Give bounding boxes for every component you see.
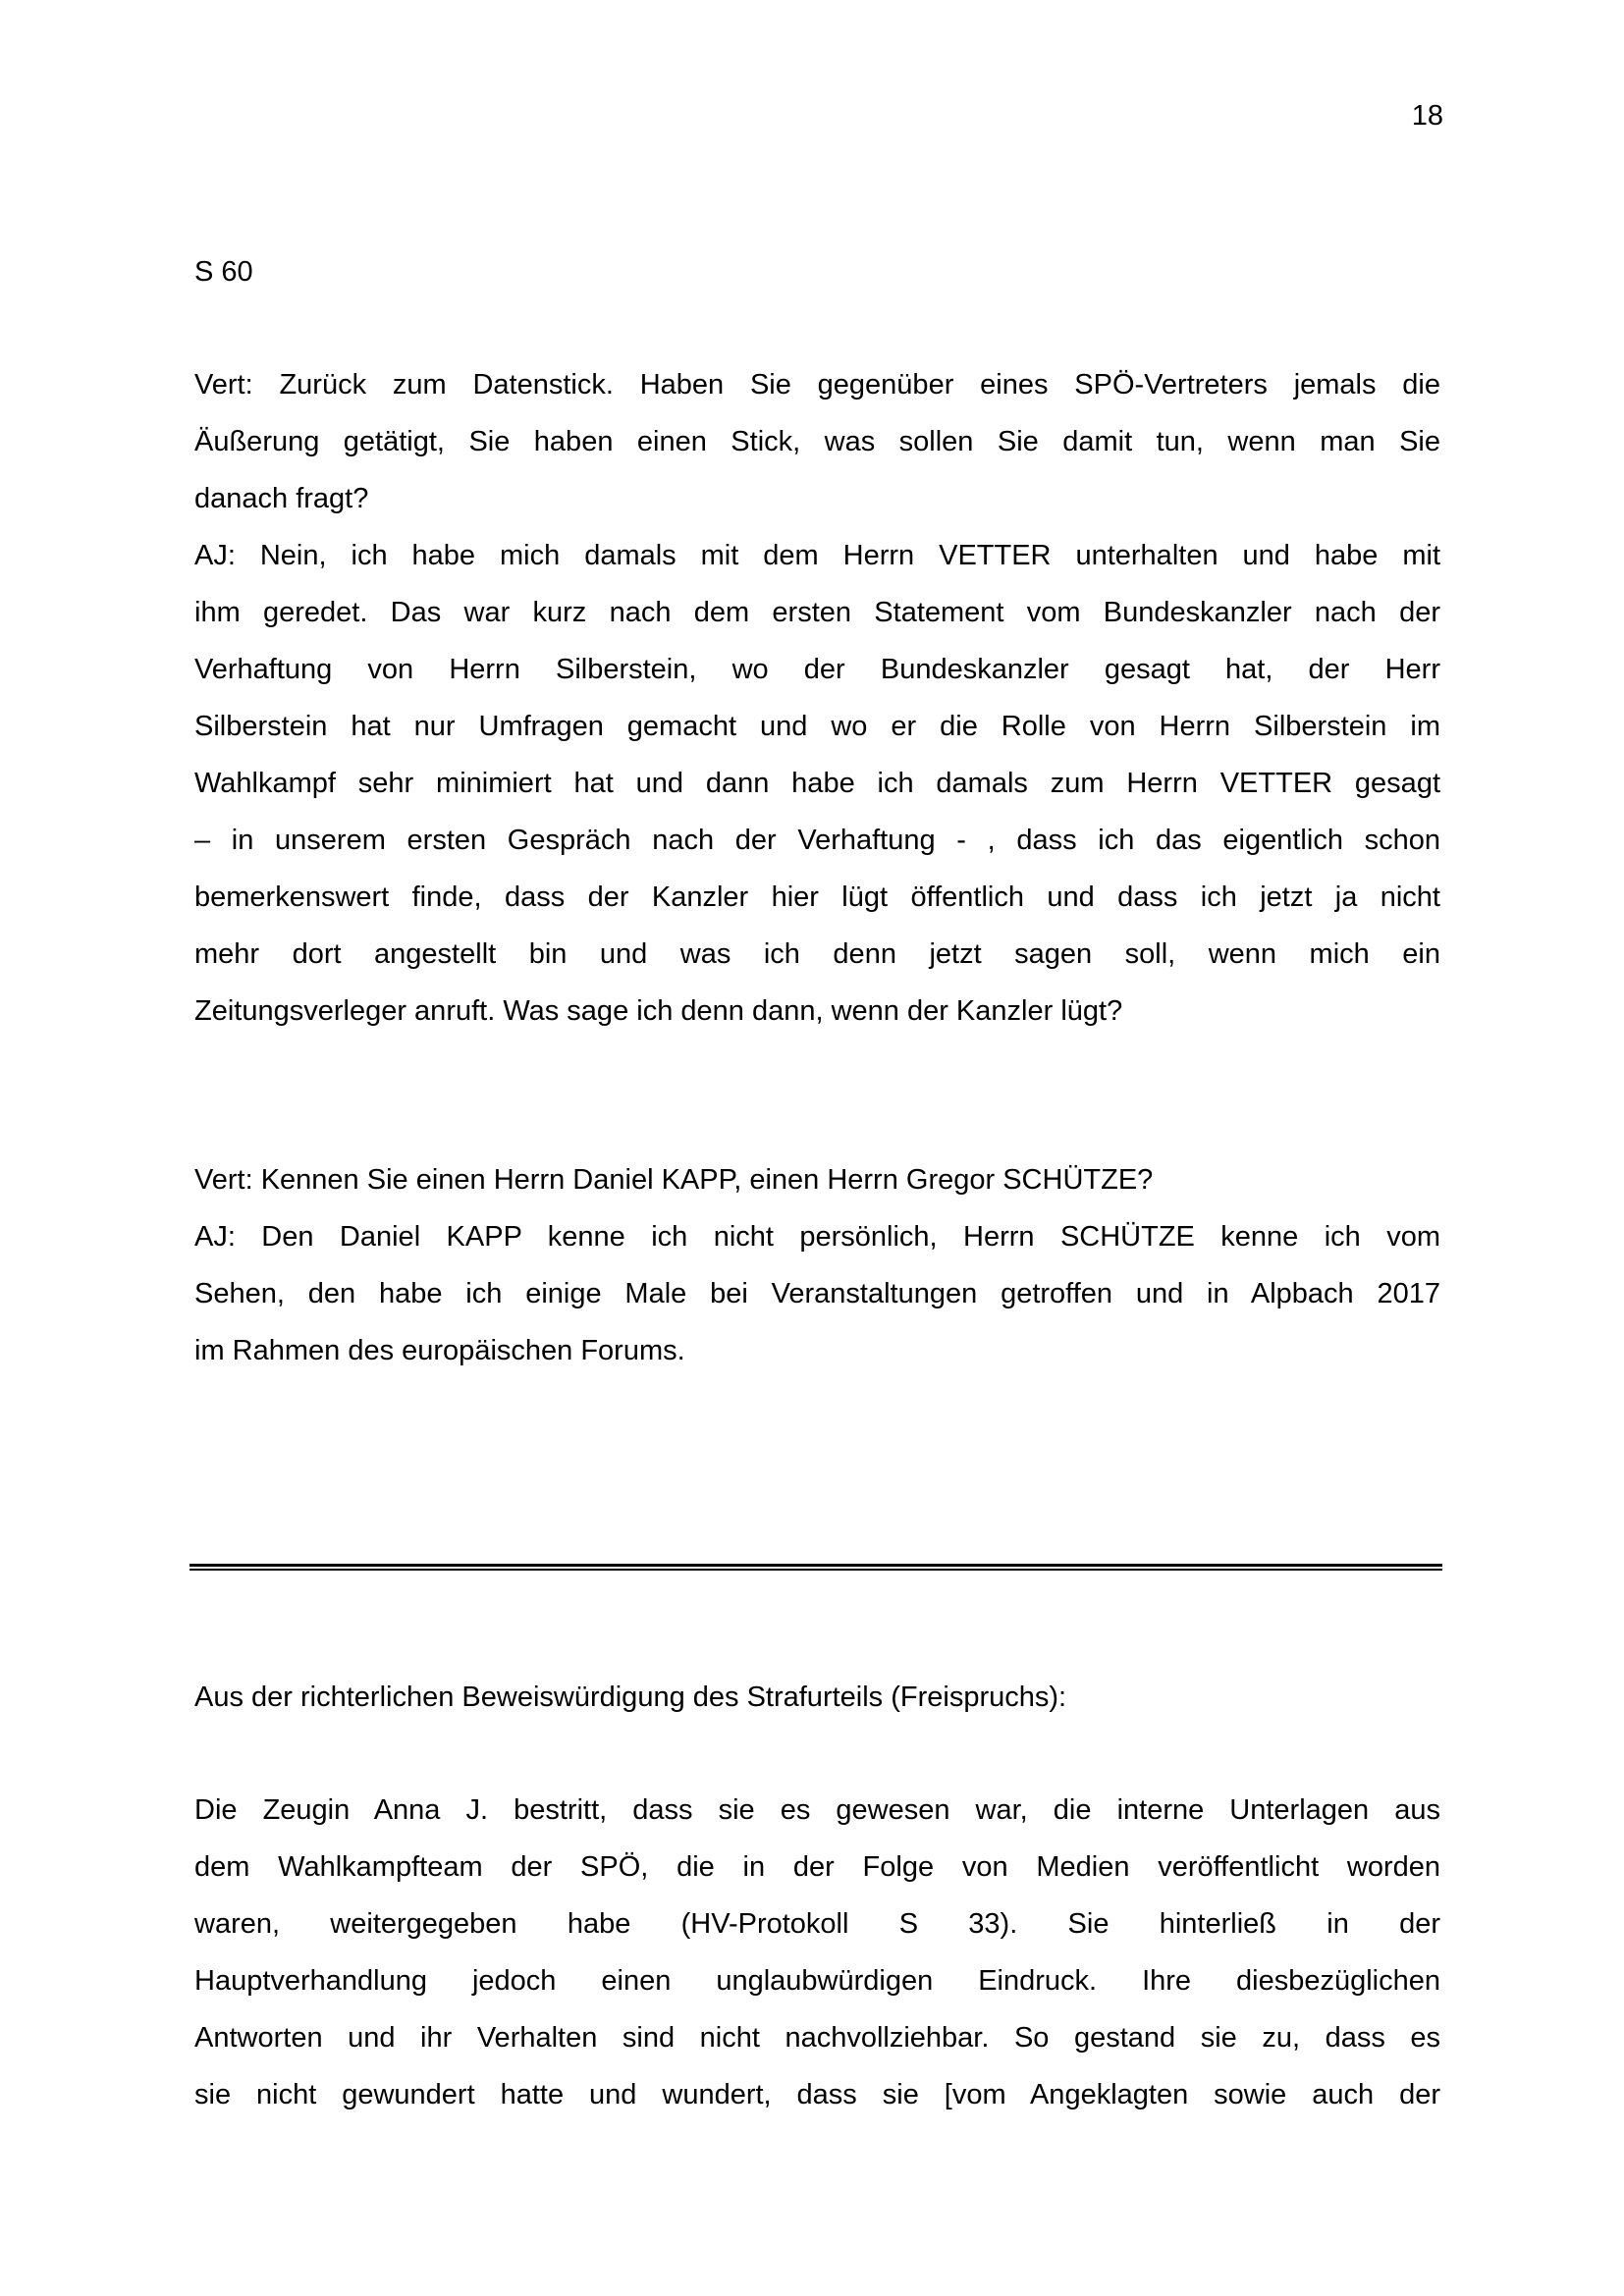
section-label [194,243,1440,300]
transcript-block-1 [194,356,1440,1040]
divider-line-bottom [189,1569,1442,1571]
text-line: waren, weitergegeben habe (HV-Protokoll S 33). Sie hinterließ in der [194,1908,1440,1940]
text-line: AJ: Nein, ich habe mich damals mit dem Herrn VETTER unterhalten und habe mit [194,540,1440,571]
text-line: Hauptverhandlung jedoch einen unglaubwürdigen Eindruck. Ihre diesbezüglichen [194,1965,1440,1997]
text-line: bemerkenswert finde, dass der Kanzler hier lügt öffentlich und dass ich jetzt ja nicht [194,881,1440,913]
text-line: Antworten und ihr Verhalten sind nicht nachvollziehbar. So gestand sie zu, dass es [194,2022,1440,2054]
text-line: Vert: Kennen Sie einen Herrn Daniel KAPP, einen Herrn Gregor SCHÜTZE? [194,1164,1154,1196]
text-line: Sehen, den habe ich einige Male bei Veranstaltungen getroffen und in Alpbach 2017 [194,1278,1440,1309]
text-line: Die Zeugin Anna J. bestritt, dass sie es gewesen war, die interne Unterlagen aus [194,1794,1440,1826]
text-line: ihm geredet. Das war kurz nach dem ersten Statement vom Bundeskanzler nach der [194,597,1440,628]
transcript-block-2 [194,1151,1440,1379]
text-line: Zeitungsverleger anruft. Was sage ich denn dann, wenn der Kanzler lügt? [194,995,1123,1027]
text-line: AJ: Den Daniel KAPP kenne ich nicht persönlich, Herrn SCHÜTZE kenne ich vom [194,1221,1440,1253]
text-line: – in unserem ersten Gespräch nach der Verhaftung - , dass ich das eigentlich schon [194,825,1440,856]
judgment-text-block [194,1782,1440,2123]
text-line: dem Wahlkampfteam der SPÖ, die in der Folge von Medien veröffentlicht worden [194,1851,1440,1883]
divider-line-top [189,1564,1442,1567]
judgment-heading [194,1669,1440,1726]
text-line: Silberstein hat nur Umfragen gemacht und wo er die Rolle von Herrn Silberstein im [194,711,1440,742]
double-rule-divider [189,1564,1442,1572]
text-line: sie nicht gewundert hatte und wundert, dass sie [vom Angeklagten sowie auch der [194,2079,1440,2110]
text-line: Äußerung getätigt, Sie haben einen Stick, was sollen Sie damit tun, wenn man Sie [194,426,1440,457]
text-line: Verhaftung von Herrn Silberstein, wo der Bundeskanzler gesagt hat, der Herr [194,654,1440,685]
text-line: Wahlkampf sehr minimiert hat und dann habe ich damals zum Herrn VETTER gesagt [194,768,1440,799]
judgment-heading-text: Aus der richterlichen Beweiswürdigung des Strafurteils (Freispruchs): [194,1682,1067,1713]
page-number: 18 [1411,100,1443,132]
text-line: Vert: Zurück zum Datenstick. Haben Sie gegenüber eines SPÖ-Vertreters jemals die [194,369,1440,400]
text-line: mehr dort angestellt bin und was ich denn jetzt sagen soll, wenn mich ein [194,938,1440,970]
text-line: danach fragt? [194,483,369,514]
text-line: im Rahmen des europäischen Forums. [194,1335,685,1366]
section-label-text: S 60 [194,256,253,288]
